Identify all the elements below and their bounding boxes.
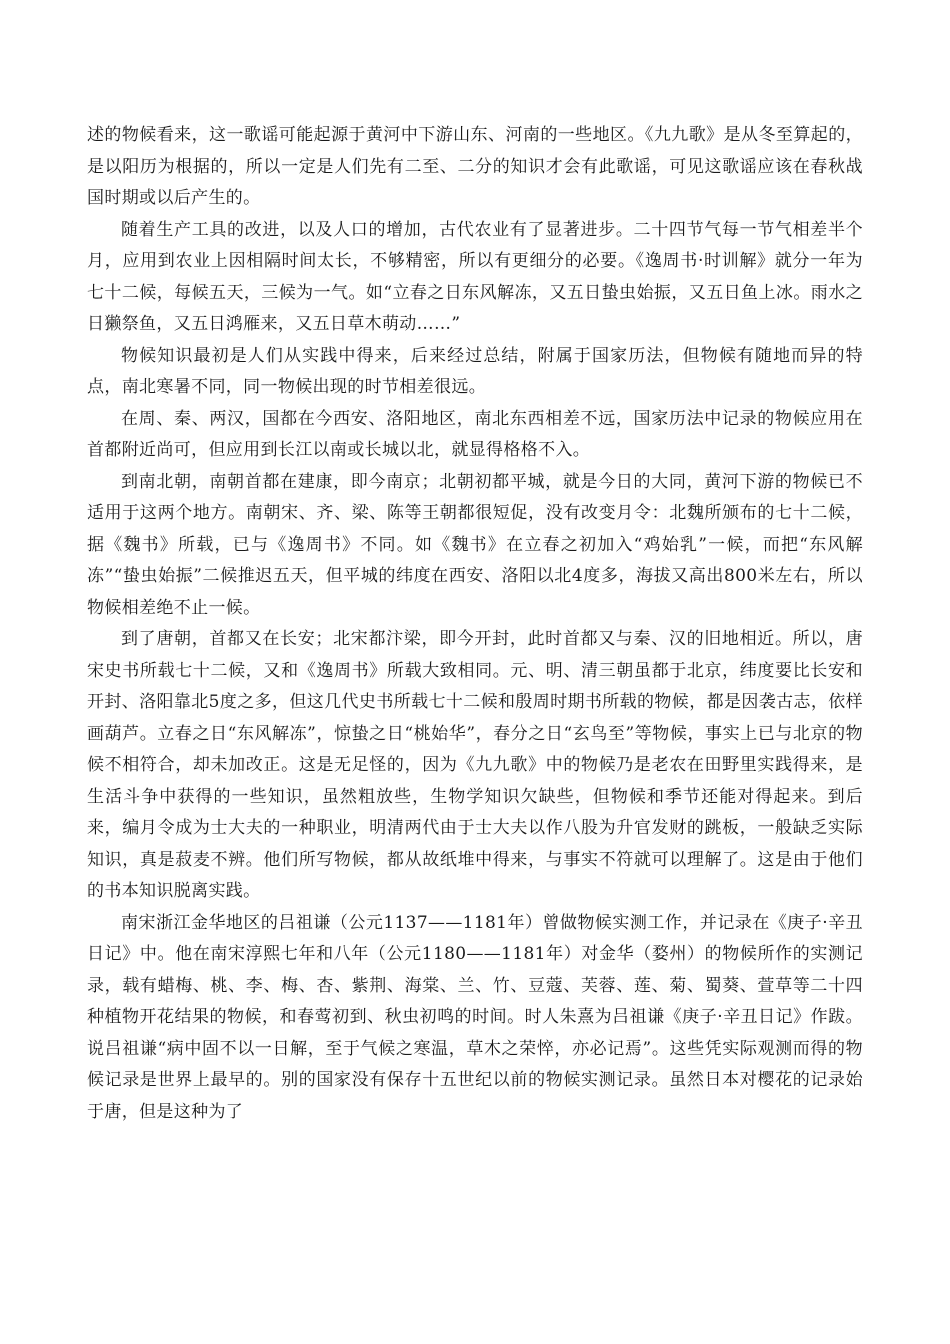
- paragraph-6: 到了唐朝，首都又在长安；北宋都汴梁，即今开封，此时首都又与秦、汉的旧地相近。所以，唐宋史书所载七十二候，又和《逸周书》所载大致相同。元、明、清三朝虽都于北京，纬度要比长安和开封、洛阳靠北5度之多，但这几代史书所载七十二候和殷周时期书所载的物候，都是因袭古志，依样画葫芦。立春之日“东风解冻”，惊蛰之日“桃始华”，春分之日“玄鸟至”等物候，事实上已与北京的物候不相符合，却未加改正。这是无足怪的，因为《九九歌》中的物候乃是老农在田野里实践得来，是生活斗争中获得的一些知识，虽然粗放些，生物学知识欠缺些，但物候和季节还能对得起来。到后来，编月令成为士大夫的一种职业，明清两代由于士大夫以作八股为升官发财的跳板，一般缺乏实际知识，真是菽麦不辨。他们所写物候，都从故纸堆中得来，与事实不符就可以理解了。这是由于他们的书本知识脱离实践。: [87, 629, 863, 901]
- document-page: [87, 120, 863, 1128]
- paragraph-2: 随着生产工具的改进，以及人口的增加，古代农业有了显著进步。二十四节气每一节气相差半个月，应用到农业上因相隔时间太长，不够精密，所以有更细分的必要。《逸周书·时训解》就分一年为七十二候，每候五天，三候为一气。如“立春之日东风解冻，又五日蛰虫始振，又五日鱼上冰。雨水之日獭祭鱼，又五日鸿雁来，又五日草木萌动……”: [87, 219, 863, 334]
- paragraph-4: 在周、秦、两汉，国都在今西安、洛阳地区，南北东西相差不远，国家历法中记录的物候应用在首都附近尚可，但应用到长江以南或长城以北，就显得格格不入。: [87, 408, 863, 460]
- paragraph-1: 述的物候看来，这一歌谣可能起源于黄河中下游山东、河南的一些地区。《九九歌》是从冬至算起的，是以阳历为根据的，所以一定是人们先有二至、二分的知识才会有此歌谣，可见这歌谣应该在春秋战国时期或以后产生的。: [87, 125, 863, 208]
- paragraph-5: 到南北朝，南朝首都在建康，即今南京；北朝初都平城，就是今日的大同，黄河下游的物候已不适用于这两个地方。南朝宋、齐、梁、陈等王朝都很短促，没有改变月令：北魏所颁布的七十二候，据《魏书》所载，已与《逸周书》不同。如《魏书》在立春之初加入“鸡始乳”一候，而把“东风解冻”“蛰虫始振”二候推迟五天，但平城的纬度在西安、洛阳以北4度多，海拔又高出800米左右，所以物候相差绝不止一候。: [87, 471, 863, 618]
- paragraph-3: 物候知识最初是人们从实践中得来，后来经过总结，附属于国家历法，但物候有随地而异的特点，南北寒暑不同，同一物候出现的时节相差很远。: [87, 345, 863, 397]
- paragraph-7: 南宋浙江金华地区的吕祖谦（公元1137——1181年）曾做物候实测工作，并记录在《庚子·辛丑日记》中。他在南宋淳熙七年和八年（公元1180——1181年）对金华（婺州）的物候所作的实测记录，载有蜡梅、桃、李、梅、杏、紫荆、海棠、兰、竹、豆蔻、芙蓉、莲、菊、蜀葵、萱草等二十四种植物开花结果的物候，和春莺初到、秋虫初鸣的时间。时人朱熹为吕祖谦《庚子·辛丑日记》作跋。说吕祖谦“病中固不以一日解，至于气候之寒温，草木之荣悴，亦必记焉”。这些凭实际观测而得的物候记录是世界上最早的。别的国家没有保存十五世纪以前的物候实测记录。虽然日本对樱花的记录始于唐，但是这种为了: [87, 912, 863, 1122]
